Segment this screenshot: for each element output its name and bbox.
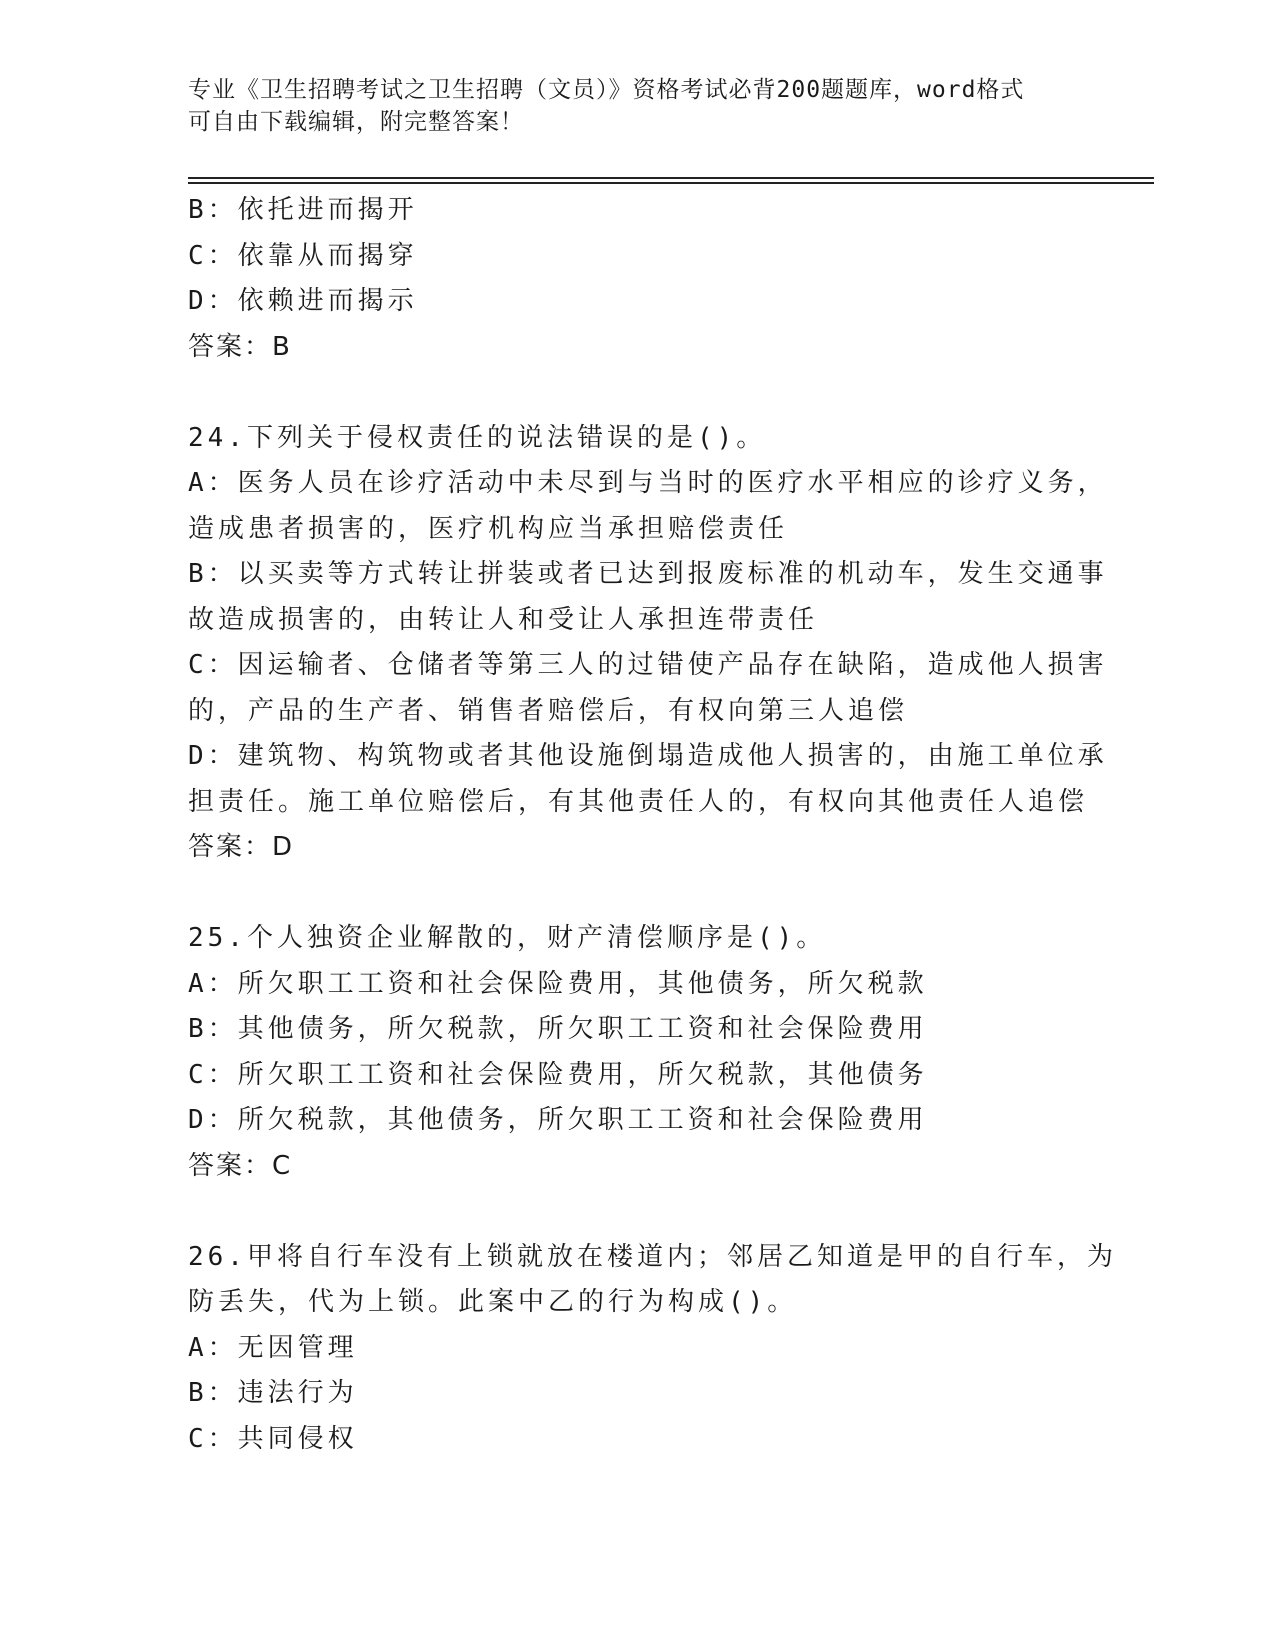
option-b-line-2: 故造成损害的，由转让人和受让人承担连带责任 — [188, 604, 819, 635]
option-d: D：依赖进而揭示 — [188, 286, 418, 316]
header-rule-bottom — [188, 182, 1154, 184]
option-c: C：共同侵权 — [188, 1423, 358, 1454]
document-header — [188, 74, 1088, 138]
option-b: B：违法行为 — [188, 1378, 358, 1408]
option-d-line-1: D：建筑物、构筑物或者其他设施倒塌造成他人损害的，由施工单位承 — [188, 741, 1108, 771]
option-a: A：无因管理 — [188, 1332, 358, 1363]
question-24 — [188, 416, 1108, 871]
answer: 答案：C — [188, 1150, 293, 1181]
spacer — [188, 370, 1088, 416]
option-c-line-2: 的，产品的生产者、销售者赔偿后，有权向第三人追偿 — [188, 695, 909, 726]
option-b-line-1: B：以买卖等方式转让拼装或者已达到报废标准的机动车，发生交通事 — [188, 559, 1108, 589]
header-line-2: 可自由下载编辑，附完整答案！ — [188, 109, 524, 135]
question-23 — [188, 188, 1088, 370]
question-text: 24.下列关于侵权责任的说法错误的是()。 — [188, 422, 767, 453]
option-b: B：其他债务，所欠税款，所欠职工工资和社会保险费用 — [188, 1014, 928, 1044]
header-rule-top — [188, 177, 1154, 179]
document-body — [188, 188, 1117, 1462]
question-25 — [188, 916, 1088, 1189]
spacer — [188, 871, 1088, 917]
option-a: A：所欠职工工资和社会保险费用，其他债务，所欠税款 — [188, 968, 928, 999]
spacer — [188, 1189, 1088, 1235]
option-a-line-1: A：医务人员在诊疗活动中未尽到与当时的医疗水平相应的诊疗义务， — [188, 468, 1108, 498]
answer: 答案：D — [188, 832, 295, 862]
option-d: D：所欠税款，其他债务，所欠职工工资和社会保险费用 — [188, 1105, 928, 1135]
question-text-line-2: 防丢失，代为上锁。此案中乙的行为构成()。 — [188, 1287, 798, 1317]
question-26 — [188, 1235, 1117, 1463]
header-line-1: 专业《卫生招聘考试之卫生招聘（文员）》资格考试必背200题题库，word格式 — [188, 77, 1025, 103]
option-c: C：依靠从而揭穿 — [188, 240, 418, 271]
question-text: 25.个人独资企业解散的，财产清偿顺序是()。 — [188, 923, 827, 953]
option-b: B：依托进而揭开 — [188, 195, 418, 225]
option-c-line-1: C：因运输者、仓储者等第三人的过错使产品存在缺陷，造成他人损害 — [188, 650, 1108, 680]
option-a-line-2: 造成患者损害的，医疗机构应当承担赔偿责任 — [188, 513, 789, 544]
option-c: C：所欠职工工资和社会保险费用，所欠税款，其他债务 — [188, 1059, 928, 1090]
option-d-line-2: 担责任。施工单位赔偿后，有其他责任人的，有权向其他责任人追偿 — [188, 786, 1089, 817]
answer: 答案：B — [188, 331, 292, 362]
question-text-line-1: 26.甲将自行车没有上锁就放在楼道内；邻居乙知道是甲的自行车，为 — [188, 1241, 1117, 1272]
